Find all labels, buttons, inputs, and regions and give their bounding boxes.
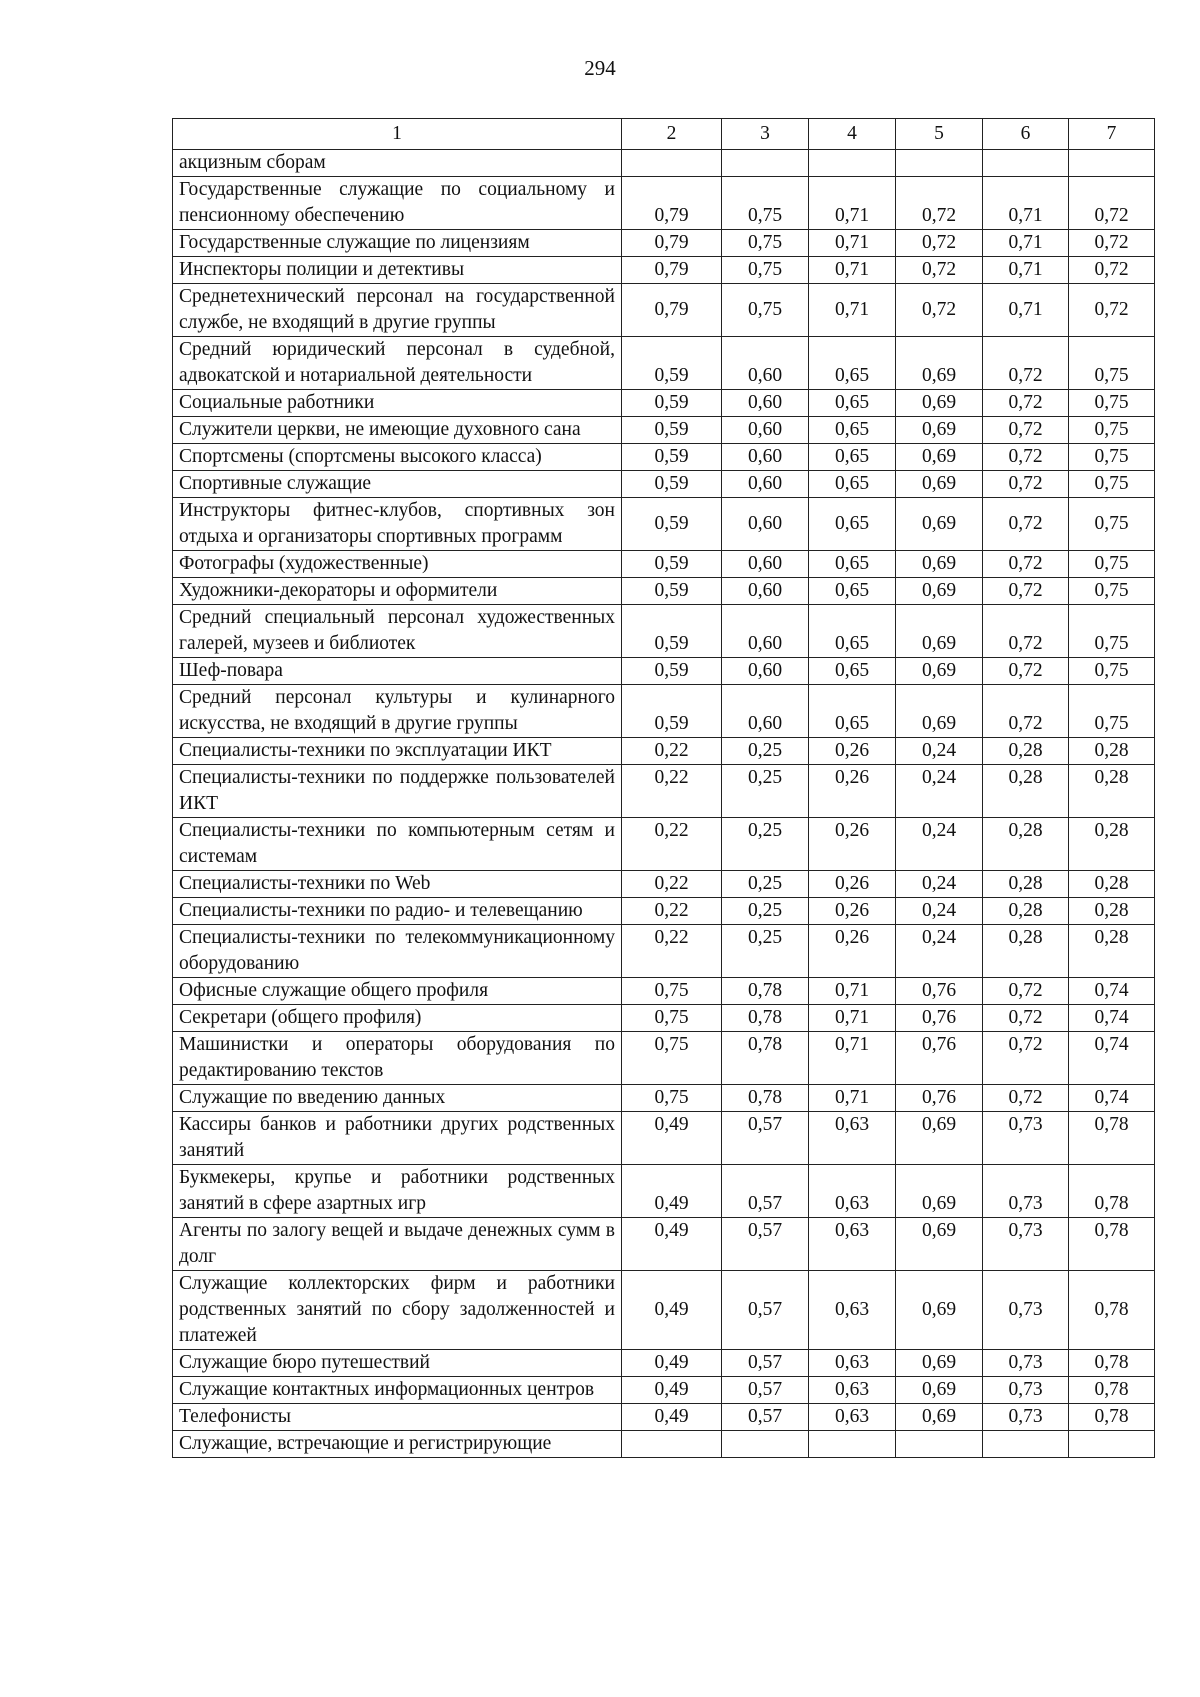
coefficient-cell-col-7: 0,78 xyxy=(1069,1350,1155,1377)
header-cell-col-7: 7 xyxy=(1069,119,1155,150)
table-row xyxy=(173,1431,1155,1458)
coefficient-cell-col-5: 0,72 xyxy=(896,257,983,284)
coefficient-cell-col-7: 0,75 xyxy=(1069,498,1155,551)
table-row xyxy=(173,1350,1155,1377)
coefficient-cell-col-2: 0,79 xyxy=(622,177,722,230)
coefficient-cell-col-4: 0,26 xyxy=(809,898,896,925)
coefficient-cell-col-6: 0,72 xyxy=(983,390,1069,417)
coefficient-cell-col-7: 0,78 xyxy=(1069,1218,1155,1271)
coefficient-cell-col-6 xyxy=(983,1431,1069,1458)
coefficient-cell-col-2 xyxy=(622,150,722,177)
table-row xyxy=(173,1218,1155,1271)
coefficient-cell-col-2: 0,59 xyxy=(622,551,722,578)
coefficient-cell-col-2: 0,49 xyxy=(622,1218,722,1271)
occupation-label: Шеф-повара xyxy=(173,658,622,685)
coefficient-cell-col-2: 0,79 xyxy=(622,284,722,337)
coefficient-cell-col-3: 0,60 xyxy=(722,578,809,605)
coefficient-cell-col-6: 0,72 xyxy=(983,685,1069,738)
coefficient-cell-col-2: 0,49 xyxy=(622,1112,722,1165)
coefficient-cell-col-2: 0,49 xyxy=(622,1350,722,1377)
coefficient-cell-col-3: 0,57 xyxy=(722,1218,809,1271)
table-row xyxy=(173,1032,1155,1085)
coefficient-cell-col-2: 0,59 xyxy=(622,605,722,658)
coefficient-cell-col-5: 0,76 xyxy=(896,1032,983,1085)
header-cell-col-6: 6 xyxy=(983,119,1069,150)
coefficient-cell-col-4: 0,71 xyxy=(809,284,896,337)
coefficient-cell-col-3: 0,60 xyxy=(722,685,809,738)
table-row xyxy=(173,230,1155,257)
occupation-label: Служащие по введению данных xyxy=(173,1085,622,1112)
occupation-label: Служащие коллекторских фирм и работники родственных занятий по сбору задолженностей и платежей xyxy=(173,1271,622,1350)
coefficient-cell-col-4: 0,63 xyxy=(809,1218,896,1271)
coefficient-cell-col-6: 0,28 xyxy=(983,765,1069,818)
coefficient-cell-col-4: 0,26 xyxy=(809,738,896,765)
coefficient-cell-col-3: 0,57 xyxy=(722,1350,809,1377)
coefficient-cell-col-7: 0,72 xyxy=(1069,177,1155,230)
occupation-label: Телефонисты xyxy=(173,1404,622,1431)
table-row xyxy=(173,150,1155,177)
occupation-label: Специалисты-техники по Web xyxy=(173,871,622,898)
coefficient-cell-col-3: 0,57 xyxy=(722,1165,809,1218)
coefficient-cell-col-3: 0,60 xyxy=(722,551,809,578)
coefficient-cell-col-4: 0,71 xyxy=(809,257,896,284)
coefficient-cell-col-2: 0,79 xyxy=(622,257,722,284)
occupation-label: Офисные служащие общего профиля xyxy=(173,978,622,1005)
coefficient-cell-col-4: 0,65 xyxy=(809,417,896,444)
coefficient-cell-col-5: 0,72 xyxy=(896,230,983,257)
coefficient-cell-col-7: 0,78 xyxy=(1069,1404,1155,1431)
coefficient-cell-col-3: 0,57 xyxy=(722,1112,809,1165)
coefficient-cell-col-3 xyxy=(722,1431,809,1458)
coefficient-cell-col-6: 0,71 xyxy=(983,177,1069,230)
coefficient-cell-col-3: 0,60 xyxy=(722,498,809,551)
coefficient-cell-col-4: 0,63 xyxy=(809,1271,896,1350)
occupation-label: Специалисты-техники по поддержке пользователей ИКТ xyxy=(173,765,622,818)
coefficient-cell-col-6: 0,73 xyxy=(983,1112,1069,1165)
coefficient-cell-col-4: 0,71 xyxy=(809,230,896,257)
coefficient-cell-col-4: 0,26 xyxy=(809,925,896,978)
occupation-label: Среднетехнический персонал на государственной службе, не входящий в другие группы xyxy=(173,284,622,337)
occupation-label: Секретари (общего профиля) xyxy=(173,1005,622,1032)
coefficient-cell-col-5: 0,69 xyxy=(896,390,983,417)
coefficient-cell-col-3: 0,75 xyxy=(722,284,809,337)
coefficient-cell-col-6: 0,73 xyxy=(983,1404,1069,1431)
coefficient-cell-col-2: 0,59 xyxy=(622,498,722,551)
coefficient-cell-col-6: 0,72 xyxy=(983,978,1069,1005)
coefficient-cell-col-5: 0,24 xyxy=(896,898,983,925)
coefficient-cell-col-2: 0,22 xyxy=(622,871,722,898)
coefficient-cell-col-5: 0,69 xyxy=(896,605,983,658)
coefficient-cell-col-6: 0,73 xyxy=(983,1271,1069,1350)
coefficient-cell-col-2: 0,59 xyxy=(622,390,722,417)
occupation-label: Инструкторы фитнес-клубов, спортивных зон отдыха и организаторы спортивных программ xyxy=(173,498,622,551)
coefficient-cell-col-4: 0,65 xyxy=(809,605,896,658)
coefficient-cell-col-5: 0,24 xyxy=(896,871,983,898)
page-number: 294 xyxy=(584,56,616,80)
table-row xyxy=(173,257,1155,284)
coefficient-cell-col-4: 0,63 xyxy=(809,1377,896,1404)
coefficient-cell-col-5: 0,24 xyxy=(896,738,983,765)
coefficient-cell-col-7: 0,72 xyxy=(1069,284,1155,337)
coefficient-cell-col-2: 0,22 xyxy=(622,765,722,818)
coefficient-cell-col-7: 0,75 xyxy=(1069,444,1155,471)
occupation-coefficients-table xyxy=(172,118,1155,1458)
coefficient-cell-col-2: 0,22 xyxy=(622,818,722,871)
coefficient-cell-col-6: 0,73 xyxy=(983,1377,1069,1404)
coefficient-cell-col-5: 0,69 xyxy=(896,337,983,390)
coefficient-cell-col-7: 0,75 xyxy=(1069,417,1155,444)
coefficient-cell-col-4: 0,63 xyxy=(809,1404,896,1431)
coefficient-cell-col-5: 0,69 xyxy=(896,444,983,471)
coefficient-cell-col-7: 0,28 xyxy=(1069,765,1155,818)
coefficient-cell-col-5: 0,69 xyxy=(896,1377,983,1404)
occupation-label: Спортивные служащие xyxy=(173,471,622,498)
coefficient-cell-col-4: 0,65 xyxy=(809,685,896,738)
coefficient-cell-col-6: 0,28 xyxy=(983,818,1069,871)
coefficient-cell-col-4: 0,26 xyxy=(809,818,896,871)
occupation-label: Специалисты-техники по радио- и телевещанию xyxy=(173,898,622,925)
table-row xyxy=(173,738,1155,765)
coefficient-cell-col-3: 0,75 xyxy=(722,230,809,257)
coefficient-cell-col-3: 0,25 xyxy=(722,818,809,871)
table-row xyxy=(173,685,1155,738)
coefficient-cell-col-6: 0,72 xyxy=(983,658,1069,685)
table-row xyxy=(173,1271,1155,1350)
coefficient-cell-col-2: 0,59 xyxy=(622,658,722,685)
table-row xyxy=(173,605,1155,658)
occupation-label: Спортсмены (спортсмены высокого класса) xyxy=(173,444,622,471)
occupation-label: Кассиры банков и работники других родственных занятий xyxy=(173,1112,622,1165)
coefficient-cell-col-3: 0,60 xyxy=(722,444,809,471)
table-row xyxy=(173,1165,1155,1218)
coefficient-cell-col-2: 0,79 xyxy=(622,230,722,257)
coefficient-cell-col-5: 0,24 xyxy=(896,818,983,871)
coefficient-cell-col-5: 0,69 xyxy=(896,685,983,738)
coefficient-cell-col-5: 0,24 xyxy=(896,925,983,978)
coefficient-cell-col-2: 0,59 xyxy=(622,471,722,498)
header-cell-col-5: 5 xyxy=(896,119,983,150)
table-row xyxy=(173,1377,1155,1404)
occupation-label: Служащие контактных информационных центров xyxy=(173,1377,622,1404)
table-row xyxy=(173,818,1155,871)
coefficient-cell-col-7: 0,28 xyxy=(1069,898,1155,925)
coefficient-cell-col-3 xyxy=(722,150,809,177)
coefficient-cell-col-6: 0,71 xyxy=(983,284,1069,337)
occupation-label: Служащие, встречающие и регистрирующие xyxy=(173,1431,622,1458)
coefficient-cell-col-6: 0,71 xyxy=(983,230,1069,257)
coefficient-cell-col-3: 0,78 xyxy=(722,978,809,1005)
coefficient-cell-col-7: 0,78 xyxy=(1069,1377,1155,1404)
table-row xyxy=(173,1112,1155,1165)
coefficient-cell-col-7: 0,75 xyxy=(1069,658,1155,685)
coefficient-cell-col-4: 0,71 xyxy=(809,177,896,230)
coefficient-cell-col-7: 0,72 xyxy=(1069,230,1155,257)
coefficient-cell-col-2: 0,22 xyxy=(622,738,722,765)
coefficient-cell-col-5: 0,69 xyxy=(896,551,983,578)
table-row xyxy=(173,444,1155,471)
coefficient-cell-col-7: 0,78 xyxy=(1069,1165,1155,1218)
occupation-label: Средний юридический персонал в судебной, адвокатской и нотариальной деятельности xyxy=(173,337,622,390)
table-row xyxy=(173,898,1155,925)
occupation-label: Специалисты-техники по компьютерным сетям и системам xyxy=(173,818,622,871)
coefficient-cell-col-6: 0,73 xyxy=(983,1218,1069,1271)
coefficient-cell-col-4 xyxy=(809,1431,896,1458)
coefficient-cell-col-3: 0,25 xyxy=(722,765,809,818)
occupation-label: Средний специальный персонал художественных галерей, музеев и библиотек xyxy=(173,605,622,658)
coefficient-cell-col-4: 0,71 xyxy=(809,1032,896,1085)
coefficient-cell-col-3: 0,60 xyxy=(722,390,809,417)
coefficient-cell-col-7: 0,78 xyxy=(1069,1112,1155,1165)
coefficient-cell-col-2: 0,59 xyxy=(622,444,722,471)
table-row xyxy=(173,471,1155,498)
coefficient-cell-col-4: 0,71 xyxy=(809,1005,896,1032)
coefficient-cell-col-5: 0,69 xyxy=(896,658,983,685)
coefficient-cell-col-4 xyxy=(809,150,896,177)
coefficient-cell-col-2: 0,59 xyxy=(622,417,722,444)
coefficient-cell-col-5: 0,69 xyxy=(896,498,983,551)
coefficient-cell-col-3: 0,60 xyxy=(722,605,809,658)
table-header-row xyxy=(173,119,1155,150)
table-row xyxy=(173,498,1155,551)
coefficient-cell-col-7: 0,72 xyxy=(1069,257,1155,284)
coefficient-cell-col-4: 0,71 xyxy=(809,1085,896,1112)
coefficient-cell-col-3: 0,78 xyxy=(722,1085,809,1112)
coefficient-cell-col-3: 0,60 xyxy=(722,658,809,685)
table-row xyxy=(173,390,1155,417)
coefficient-cell-col-3: 0,25 xyxy=(722,898,809,925)
coefficient-cell-col-6: 0,73 xyxy=(983,1350,1069,1377)
coefficient-cell-col-7 xyxy=(1069,1431,1155,1458)
coefficient-cell-col-5: 0,69 xyxy=(896,1165,983,1218)
coefficient-cell-col-2 xyxy=(622,1431,722,1458)
coefficient-cell-col-3: 0,57 xyxy=(722,1404,809,1431)
coefficient-cell-col-7: 0,74 xyxy=(1069,1005,1155,1032)
coefficient-cell-col-3: 0,57 xyxy=(722,1377,809,1404)
coefficient-cell-col-7: 0,75 xyxy=(1069,471,1155,498)
occupation-label: акцизным сборам xyxy=(173,150,622,177)
coefficient-cell-col-5: 0,69 xyxy=(896,1218,983,1271)
coefficient-cell-col-3: 0,78 xyxy=(722,1032,809,1085)
coefficient-cell-col-3: 0,25 xyxy=(722,738,809,765)
coefficient-cell-col-5 xyxy=(896,1431,983,1458)
coefficient-cell-col-2: 0,49 xyxy=(622,1377,722,1404)
coefficient-cell-col-6 xyxy=(983,150,1069,177)
occupation-label: Фотографы (художественные) xyxy=(173,551,622,578)
coefficient-cell-col-4: 0,63 xyxy=(809,1165,896,1218)
coefficient-cell-col-3: 0,75 xyxy=(722,177,809,230)
coefficient-cell-col-2: 0,75 xyxy=(622,1085,722,1112)
coefficient-cell-col-2: 0,59 xyxy=(622,685,722,738)
coefficient-cell-col-7: 0,74 xyxy=(1069,1032,1155,1085)
coefficient-cell-col-3: 0,60 xyxy=(722,471,809,498)
occupation-label: Специалисты-техники по эксплуатации ИКТ xyxy=(173,738,622,765)
coefficient-cell-col-5: 0,76 xyxy=(896,978,983,1005)
coefficient-cell-col-7: 0,75 xyxy=(1069,390,1155,417)
coefficient-cell-col-6: 0,72 xyxy=(983,578,1069,605)
coefficient-cell-col-3: 0,75 xyxy=(722,257,809,284)
coefficient-cell-col-4: 0,65 xyxy=(809,390,896,417)
coefficient-cell-col-7: 0,28 xyxy=(1069,925,1155,978)
coefficient-cell-col-7: 0,75 xyxy=(1069,578,1155,605)
coefficient-cell-col-2: 0,22 xyxy=(622,925,722,978)
table-row xyxy=(173,337,1155,390)
coefficient-cell-col-6: 0,72 xyxy=(983,1085,1069,1112)
coefficient-cell-col-6: 0,28 xyxy=(983,738,1069,765)
table-row xyxy=(173,1404,1155,1431)
coefficient-cell-col-5 xyxy=(896,150,983,177)
coefficient-cell-col-2: 0,22 xyxy=(622,898,722,925)
occupation-label: Художники-декораторы и оформители xyxy=(173,578,622,605)
coefficient-cell-col-5: 0,69 xyxy=(896,578,983,605)
table-row xyxy=(173,417,1155,444)
coefficient-cell-col-7: 0,74 xyxy=(1069,978,1155,1005)
occupation-label: Государственные служащие по лицензиям xyxy=(173,230,622,257)
coefficient-cell-col-6: 0,71 xyxy=(983,257,1069,284)
coefficient-cell-col-4: 0,65 xyxy=(809,471,896,498)
table-row xyxy=(173,765,1155,818)
coefficient-cell-col-4: 0,71 xyxy=(809,978,896,1005)
coefficient-cell-col-6: 0,28 xyxy=(983,871,1069,898)
coefficient-cell-col-7: 0,28 xyxy=(1069,871,1155,898)
header-cell-col-2: 2 xyxy=(622,119,722,150)
table-row xyxy=(173,1005,1155,1032)
table-row xyxy=(173,1085,1155,1112)
coefficient-cell-col-3: 0,60 xyxy=(722,417,809,444)
coefficient-cell-col-5: 0,69 xyxy=(896,1404,983,1431)
coefficient-cell-col-3: 0,60 xyxy=(722,337,809,390)
coefficient-cell-col-4: 0,65 xyxy=(809,337,896,390)
header-cell-col-1: 1 xyxy=(173,119,622,150)
occupation-label: Социальные работники xyxy=(173,390,622,417)
coefficient-cell-col-6: 0,28 xyxy=(983,898,1069,925)
table-row xyxy=(173,551,1155,578)
occupation-label: Букмекеры, крупье и работники родственных занятий в сфере азартных игр xyxy=(173,1165,622,1218)
coefficient-cell-col-5: 0,72 xyxy=(896,284,983,337)
coefficient-cell-col-2: 0,75 xyxy=(622,978,722,1005)
coefficient-cell-col-6: 0,72 xyxy=(983,471,1069,498)
coefficient-cell-col-6: 0,72 xyxy=(983,498,1069,551)
coefficient-cell-col-2: 0,49 xyxy=(622,1271,722,1350)
occupation-label: Средний персонал культуры и кулинарного искусства, не входящий в другие группы xyxy=(173,685,622,738)
coefficient-cell-col-7 xyxy=(1069,150,1155,177)
table-row xyxy=(173,978,1155,1005)
coefficient-cell-col-2: 0,49 xyxy=(622,1165,722,1218)
coefficient-cell-col-2: 0,49 xyxy=(622,1404,722,1431)
coefficient-cell-col-6: 0,72 xyxy=(983,1005,1069,1032)
header-cell-col-4: 4 xyxy=(809,119,896,150)
table-row xyxy=(173,284,1155,337)
coefficient-cell-col-7: 0,28 xyxy=(1069,738,1155,765)
coefficient-cell-col-5: 0,69 xyxy=(896,1350,983,1377)
coefficient-cell-col-7: 0,75 xyxy=(1069,605,1155,658)
coefficient-cell-col-5: 0,76 xyxy=(896,1085,983,1112)
coefficient-cell-col-6: 0,72 xyxy=(983,551,1069,578)
coefficient-cell-col-4: 0,65 xyxy=(809,498,896,551)
coefficient-cell-col-2: 0,59 xyxy=(622,337,722,390)
occupation-label: Служащие бюро путешествий xyxy=(173,1350,622,1377)
coefficient-cell-col-5: 0,69 xyxy=(896,471,983,498)
coefficient-cell-col-7: 0,75 xyxy=(1069,551,1155,578)
coefficient-cell-col-3: 0,25 xyxy=(722,871,809,898)
coefficient-cell-col-6: 0,28 xyxy=(983,925,1069,978)
coefficient-cell-col-4: 0,26 xyxy=(809,765,896,818)
coefficient-cell-col-3: 0,57 xyxy=(722,1271,809,1350)
table-row xyxy=(173,925,1155,978)
coefficient-cell-col-6: 0,72 xyxy=(983,1032,1069,1085)
coefficient-cell-col-6: 0,72 xyxy=(983,417,1069,444)
coefficient-cell-col-5: 0,69 xyxy=(896,417,983,444)
occupation-label: Специалисты-техники по телекоммуникационному оборудованию xyxy=(173,925,622,978)
coefficient-cell-col-5: 0,69 xyxy=(896,1271,983,1350)
coefficient-cell-col-4: 0,63 xyxy=(809,1112,896,1165)
coefficient-cell-col-5: 0,69 xyxy=(896,1112,983,1165)
coefficient-cell-col-3: 0,25 xyxy=(722,925,809,978)
coefficient-cell-col-4: 0,65 xyxy=(809,658,896,685)
coefficient-cell-col-7: 0,75 xyxy=(1069,685,1155,738)
coefficient-cell-col-6: 0,72 xyxy=(983,605,1069,658)
header-cell-col-3: 3 xyxy=(722,119,809,150)
table-row xyxy=(173,177,1155,230)
table-row xyxy=(173,871,1155,898)
coefficient-cell-col-4: 0,65 xyxy=(809,551,896,578)
coefficient-cell-col-7: 0,75 xyxy=(1069,337,1155,390)
coefficient-cell-col-5: 0,72 xyxy=(896,177,983,230)
coefficient-cell-col-5: 0,76 xyxy=(896,1005,983,1032)
occupation-label: Государственные служащие по социальному и пенсионному обеспечению xyxy=(173,177,622,230)
coefficient-cell-col-2: 0,59 xyxy=(622,578,722,605)
coefficient-cell-col-3: 0,78 xyxy=(722,1005,809,1032)
coefficient-cell-col-7: 0,78 xyxy=(1069,1271,1155,1350)
coefficient-cell-col-6: 0,72 xyxy=(983,444,1069,471)
coefficient-cell-col-6: 0,73 xyxy=(983,1165,1069,1218)
coefficient-cell-col-5: 0,24 xyxy=(896,765,983,818)
coefficient-cell-col-4: 0,65 xyxy=(809,578,896,605)
coefficient-cell-col-7: 0,28 xyxy=(1069,818,1155,871)
coefficient-cell-col-7: 0,74 xyxy=(1069,1085,1155,1112)
occupation-label: Инспекторы полиции и детективы xyxy=(173,257,622,284)
coefficient-cell-col-6: 0,72 xyxy=(983,337,1069,390)
coefficient-cell-col-2: 0,75 xyxy=(622,1005,722,1032)
coefficient-cell-col-2: 0,75 xyxy=(622,1032,722,1085)
occupation-label: Агенты по залогу вещей и выдаче денежных сумм в долг xyxy=(173,1218,622,1271)
coefficient-cell-col-4: 0,63 xyxy=(809,1350,896,1377)
table-row xyxy=(173,658,1155,685)
coefficient-cell-col-4: 0,26 xyxy=(809,871,896,898)
coefficient-cell-col-4: 0,65 xyxy=(809,444,896,471)
occupation-label: Машинистки и операторы оборудования по редактированию текстов xyxy=(173,1032,622,1085)
occupation-label: Служители церкви, не имеющие духовного сана xyxy=(173,417,622,444)
table-row xyxy=(173,578,1155,605)
